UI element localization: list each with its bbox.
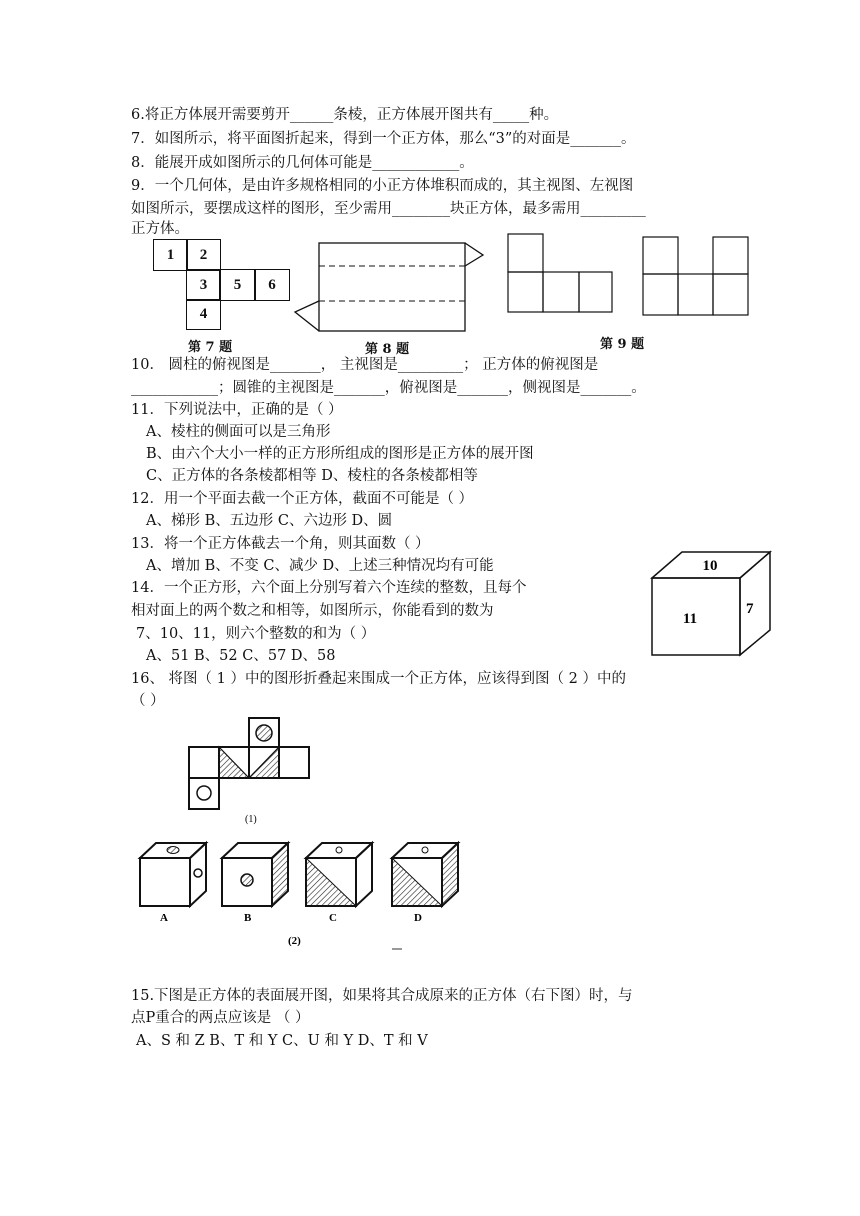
option-cube-b: [222, 843, 288, 906]
option-label-a: A: [160, 912, 168, 924]
figure-16-options: [128, 833, 468, 955]
question-14-cube: [648, 548, 774, 658]
question-15-line2: 点P重合的两点应该是 （ ）: [131, 1010, 310, 1026]
question-14-line2: 相对面上的两个数之和相等，如图所示，你能看到的数为: [131, 603, 494, 619]
cube-side-number: 7: [746, 601, 754, 617]
net-cell: 6: [254, 269, 290, 301]
cube-top-number: 10: [702, 558, 718, 574]
question-8: 8．能展开成如图所示的几何体可能是____________。: [131, 155, 474, 171]
figure-8-caption: 第 8 题: [365, 342, 410, 357]
option-cube-c: [306, 843, 372, 906]
option-label-d: D: [414, 912, 422, 924]
figure-7-caption: 第 7 题: [188, 340, 233, 355]
option-cube-d: [392, 843, 458, 906]
question-10-line2: ____________；圆锥的主视图是_______，俯视图是_______，侧视图是_______。: [131, 380, 646, 396]
net-cell: 2: [186, 239, 221, 271]
question-15-line1: 15.下图是正方体的表面展开图，如果将其合成原来的正方体（右下图）时，与: [131, 988, 633, 1004]
main-view: [508, 234, 612, 312]
cube-front-number: 11: [682, 611, 698, 627]
question-11: 11．下列说法中，正确的是（ ）: [131, 402, 343, 418]
figure-8-prism-net: [292, 238, 488, 338]
question-11-option-b: B、由六个大小一样的正方形所组成的图形是正方体的展开图: [146, 446, 534, 462]
question-9-line2: 如图所示，要摆成这样的图形，至少需用________块正方体，最多需用_________: [131, 201, 646, 217]
figure-9-views: [505, 230, 755, 320]
question-13: 13．将一个正方体截去一个角，则其面数（ ）: [131, 536, 430, 552]
figure-16-label-2: (2): [288, 935, 301, 947]
question-9-line1: 9．一个几何体，是由许多规格相同的小正方体堆积而成的，其主视图、左视图: [131, 178, 634, 194]
option-cube-a: [140, 843, 206, 906]
figure-9-caption: 第 9 题: [600, 337, 645, 352]
question-11-option-a: A、棱柱的侧面可以是三角形: [146, 424, 331, 440]
net-cell: 3: [186, 269, 221, 301]
question-13-options: A、增加 B、不变 C、减少 D、上述三种情况均有可能: [146, 558, 494, 574]
question-6: 6.将正方体展开需要剪开______条棱，正方体展开图共有_____种。: [131, 107, 559, 123]
question-14-line1: 14．一个正方形，六个面上分别写着六个连续的整数，且每个: [131, 580, 527, 596]
question-12-options: A、梯形 B、五边形 C、六边形 D、圆: [146, 513, 393, 529]
net-cell: 4: [186, 299, 221, 330]
question-14-options: A、51 B、52 C、57 D、58: [146, 648, 336, 664]
question-16-line2: （ ）: [131, 693, 165, 709]
left-view: [643, 237, 748, 315]
question-9-line3: 正方体。: [131, 221, 189, 237]
question-15-options: A、S 和 Z B、T 和 Y C、U 和 Y D、T 和 V: [136, 1033, 428, 1049]
question-11-option-cd: C、正方体的各条棱都相等 D、棱柱的各条棱都相等: [146, 468, 478, 484]
option-label-c: C: [329, 912, 337, 924]
question-14-line3: 7、10、11，则六个整数的和为（ ）: [136, 626, 376, 642]
question-7: 7．如图所示，将平面图折起来，得到一个正方体，那么“3”的对面是_______。: [131, 131, 636, 147]
question-10-line1: 10． 圆柱的俯视图是_______， 主视图是_________； 正方体的俯视图是: [131, 357, 599, 373]
question-16-line1: 16、 将图（ 1 ）中的图形折叠起来围成一个正方体，应该得到图（ 2 ）中的: [131, 671, 626, 687]
net-cell: 1: [153, 239, 188, 271]
figure-16-net: [185, 712, 325, 827]
question-12: 12．用一个平面去截一个正方体，截面不可能是（ ）: [131, 491, 474, 507]
net-cell: 5: [219, 269, 256, 301]
figure-16-label-1: (1): [245, 814, 257, 825]
option-label-b: B: [244, 912, 252, 924]
